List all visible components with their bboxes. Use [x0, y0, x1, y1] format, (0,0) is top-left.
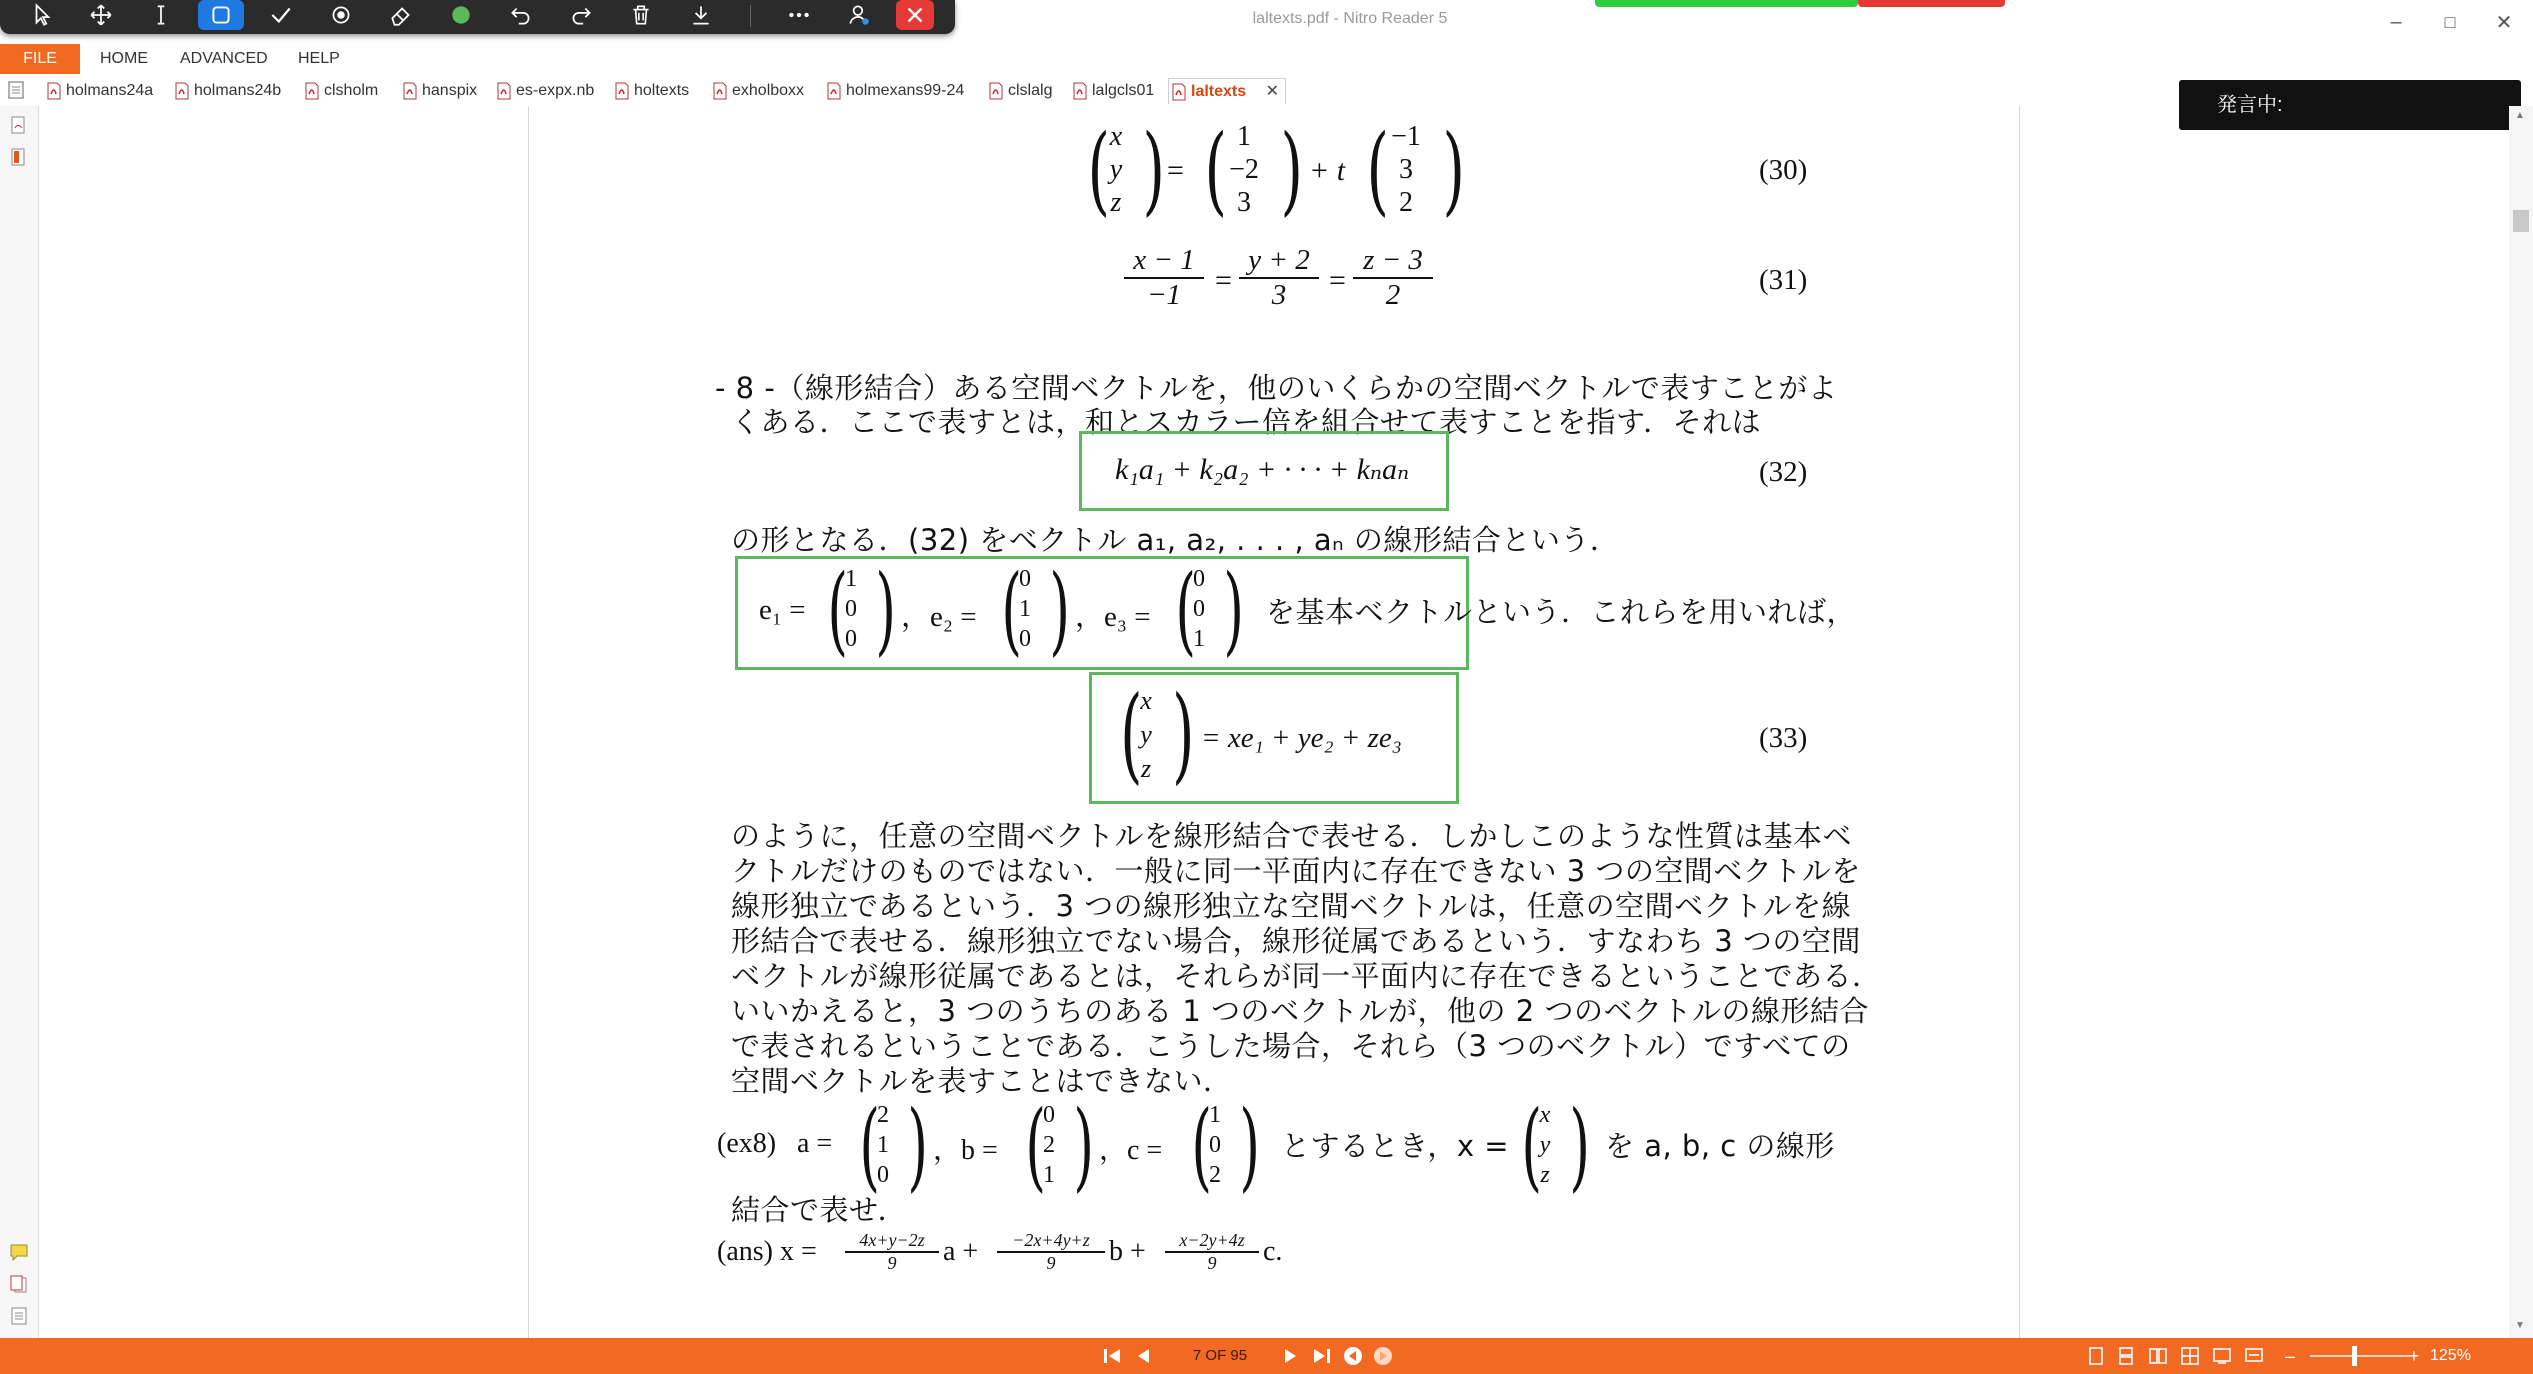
- vec-entry: z: [1540, 1162, 1550, 1188]
- vec-entry: 0: [845, 626, 857, 652]
- pdf-file-icon: [305, 82, 319, 100]
- pages-panel-icon[interactable]: [8, 1305, 30, 1327]
- check-tool-button[interactable]: [258, 0, 304, 30]
- right-paren: ): [1280, 114, 1303, 226]
- paragraph-line: 空間ベクトルを表すことはできない．: [731, 1064, 1233, 1098]
- left-paren: (: [1521, 1090, 1543, 1202]
- vector-a: [871, 1100, 895, 1190]
- tab-label: exholboxx: [732, 82, 805, 99]
- checkmark-icon: [268, 2, 294, 28]
- c-label: ，c =: [1099, 1135, 1163, 1166]
- right-paren: ): [875, 554, 897, 666]
- numerator: x − 1: [1124, 244, 1204, 279]
- bookmark-panel-icon[interactable]: [8, 146, 30, 168]
- close-toolbar-button[interactable]: [896, 0, 934, 30]
- previous-page-icon: [1133, 1346, 1153, 1366]
- tab-label: holmans24a: [66, 82, 154, 99]
- cursor-icon: [30, 2, 56, 28]
- download-icon: [688, 2, 714, 28]
- vec-entry: 2: [1399, 187, 1413, 218]
- last-page-button[interactable]: [1308, 1342, 1334, 1370]
- fit-page-icon: [2212, 1346, 2232, 1366]
- vec-entry: 0: [1209, 1132, 1221, 1158]
- e2-label: ，e₂ =: [901, 601, 977, 633]
- vec-entry: 0: [845, 596, 857, 622]
- pdf-file-icon: [827, 82, 841, 100]
- redo-button[interactable]: [558, 0, 604, 30]
- left-paren: (: [1001, 554, 1023, 666]
- vec-entry: −2: [1229, 154, 1259, 185]
- left-paren: (: [1087, 114, 1110, 226]
- vec-entry: 0: [1019, 566, 1031, 592]
- pdf-file-icon: [175, 82, 189, 100]
- paragraph-line: いいかえると，3 つのうちのある 1 つのベクトルが，他の 2 つのベクトルの線形結合: [731, 994, 1869, 1028]
- paragraph-line: ベクトルが線形従属であるとは，それらが同一平面内に存在できるということである．: [731, 959, 1882, 993]
- more-options-button[interactable]: [776, 0, 822, 30]
- vec-entry: 0: [877, 1162, 889, 1188]
- eraser-icon: [388, 2, 414, 28]
- exercise-label: (ex8): [717, 1128, 777, 1159]
- vec-entry: x: [1140, 686, 1152, 715]
- page-number-field[interactable]: 7 OF 95: [1192, 1347, 1248, 1364]
- recording-bar: [1858, 0, 2005, 7]
- vec-entry: y: [1109, 154, 1123, 185]
- tab-label: clslalg: [1008, 82, 1053, 99]
- vec-entry: 1: [1209, 1102, 1221, 1128]
- e3-label: ，e₃ =: [1075, 601, 1151, 633]
- a-label: a =: [797, 1128, 833, 1159]
- denominator: −1: [1146, 279, 1182, 311]
- vector-e1: [839, 564, 863, 654]
- pdf-file-icon: [403, 82, 417, 100]
- tab-es-expx[interactable]: [494, 78, 608, 104]
- paragraph-line: を基本ベクトルという．これらを用いれば，: [1266, 595, 1857, 629]
- first-page-button[interactable]: [1100, 1342, 1126, 1370]
- facing-view-button[interactable]: [2146, 1342, 2170, 1370]
- vec-entry: 0: [1193, 566, 1205, 592]
- maximize-button[interactable]: □: [2444, 11, 2456, 32]
- document-list-icon[interactable]: [6, 80, 26, 100]
- answer-term: a +: [943, 1236, 979, 1267]
- previous-view-button[interactable]: [1340, 1342, 1366, 1370]
- left-paren: (: [1025, 1090, 1047, 1202]
- green-color-dot-icon: [448, 2, 474, 28]
- undo-button[interactable]: [498, 0, 544, 30]
- vector-e2: [1013, 564, 1037, 654]
- numerator: z − 3: [1353, 244, 1433, 279]
- pdf-file-icon: [989, 82, 1003, 100]
- equation-number: (32): [1759, 456, 1808, 488]
- continuous-view-button[interactable]: [2114, 1342, 2138, 1370]
- facing-continuous-view-button[interactable]: [2178, 1342, 2202, 1370]
- download-button[interactable]: [678, 0, 724, 30]
- window-title: laltexts.pdf - Nitro Reader 5: [1252, 10, 1448, 27]
- vec-entry: 2: [877, 1102, 889, 1128]
- right-paren: ): [1073, 1090, 1095, 1202]
- rectangle-icon: [208, 2, 234, 28]
- denominator: 2: [1385, 279, 1401, 311]
- tab-label: laltexts: [1191, 83, 1247, 100]
- vec-entry: x: [1109, 121, 1123, 152]
- left-paren: (: [859, 1090, 881, 1202]
- vec-entry: 1: [845, 566, 857, 592]
- vector-e3: [1187, 564, 1211, 654]
- zoom-out-button[interactable]: –: [2284, 1345, 2295, 1366]
- signature-panel-icon[interactable]: [8, 114, 30, 136]
- text-select-tool-button[interactable]: [138, 0, 184, 30]
- vec-entry: 3: [1399, 154, 1413, 185]
- vec-entry: y: [1539, 1132, 1551, 1158]
- scroll-thumb[interactable]: [2513, 210, 2529, 232]
- status-bar: [0, 1338, 2533, 1374]
- tab-hanspix[interactable]: [400, 78, 496, 104]
- vector-b: [1037, 1100, 1061, 1190]
- menu-advanced[interactable]: ADVANCED: [180, 50, 268, 67]
- equation-number: (31): [1759, 264, 1808, 296]
- attachments-panel-icon[interactable]: [8, 1273, 30, 1295]
- paragraph-line: 線形独立であるという．3 つの線形独立な空間ベクトルは，任意の空間ベクトルを線: [731, 889, 1852, 923]
- tab-laltexts[interactable]: [1168, 78, 1286, 104]
- tab-label: hanspix: [422, 82, 478, 99]
- vec-entry: 0: [1019, 626, 1031, 652]
- vector-b: [1381, 120, 1431, 219]
- menu-help[interactable]: HELP: [298, 50, 340, 67]
- next-view-button[interactable]: [1370, 1342, 1396, 1370]
- zoom-level[interactable]: 125%: [2430, 1347, 2471, 1364]
- vec-entry: y: [1140, 720, 1152, 749]
- next-page-icon: [1281, 1346, 1301, 1366]
- paragraph-line: の形となる．(32) をベクトル a₁, a₂, . . . , aₙ の線形結合という．: [731, 523, 1620, 557]
- equation-number: (33): [1759, 722, 1808, 754]
- paragraph-line: とするとき，x =: [1281, 1129, 1510, 1163]
- trash-icon: [628, 2, 654, 28]
- right-paren: ): [1569, 1090, 1591, 1202]
- vec-entry: z: [1140, 754, 1152, 783]
- vector-xyz: [1101, 120, 1131, 219]
- vector-c: [1203, 1100, 1227, 1190]
- denominator: 9: [887, 1253, 897, 1273]
- spotlight-icon: [328, 2, 354, 28]
- paragraph-line: で表されるということである．こうした場合，それら（3 つのベクトル）ですべての: [731, 1029, 1851, 1063]
- tab-holtexts[interactable]: [612, 78, 708, 104]
- vec-entry: 0: [1043, 1102, 1055, 1128]
- vector-xyz: [1133, 684, 1159, 786]
- left-paren: (: [827, 554, 849, 666]
- tab-label: holtexts: [634, 82, 690, 99]
- vector-a: [1219, 120, 1269, 219]
- paragraph-line: 結合で表せ．: [731, 1193, 908, 1227]
- next-page-button[interactable]: [1278, 1342, 1304, 1370]
- tab-label: holmexans99-24: [846, 82, 965, 99]
- close-window-button[interactable]: ✕: [2495, 11, 2513, 34]
- plus-t: + t: [1309, 154, 1346, 187]
- right-paren: ): [1142, 114, 1165, 226]
- redo-icon: [568, 2, 594, 28]
- left-paren: (: [1175, 554, 1197, 666]
- left-paren: (: [1191, 1090, 1213, 1202]
- equation-number: (30): [1759, 154, 1808, 186]
- denominator: 3: [1271, 279, 1287, 311]
- scroll-down-icon[interactable]: ▼: [2515, 1320, 2525, 1331]
- e1-label: e₁ =: [759, 594, 806, 626]
- fraction: [1353, 244, 1433, 312]
- right-paren: ): [1239, 1090, 1261, 1202]
- speaking-indicator: 発言中:: [2179, 80, 2521, 130]
- single-page-view-button[interactable]: [2084, 1342, 2108, 1370]
- numerator: 4x+y−2z: [845, 1230, 939, 1253]
- vec-entry: 1: [877, 1132, 889, 1158]
- left-paren: (: [1204, 114, 1227, 226]
- continuous-page-icon: [2117, 1346, 2135, 1366]
- color-picker-button[interactable]: [438, 0, 484, 30]
- vec-entry: 1: [1019, 596, 1031, 622]
- close-icon: [902, 2, 928, 28]
- answer-term: b +: [1109, 1236, 1146, 1267]
- fraction: [1165, 1230, 1259, 1274]
- fraction: [997, 1230, 1105, 1274]
- numerator: −2x+4y+z: [997, 1230, 1105, 1253]
- fraction: [1124, 244, 1204, 312]
- denominator: 9: [1046, 1253, 1056, 1273]
- tab-close-icon[interactable]: ✕: [1265, 83, 1279, 100]
- pointer-tool-button[interactable]: [20, 0, 66, 30]
- tab-exholboxx[interactable]: [710, 78, 822, 104]
- fit-width-button[interactable]: [2242, 1342, 2266, 1370]
- equals-sign: =: [1167, 154, 1184, 187]
- forward-circle-icon: [1372, 1345, 1394, 1367]
- vec-entry: 1: [1043, 1162, 1055, 1188]
- rectangle-tool-button[interactable]: [198, 0, 244, 30]
- right-paren: ): [907, 1090, 929, 1202]
- right-paren: ): [1049, 554, 1071, 666]
- vec-entry: z: [1110, 187, 1122, 218]
- vertical-scrollbar[interactable]: [2509, 106, 2533, 1338]
- menu-home[interactable]: HOME: [100, 50, 148, 67]
- vec-entry: 2: [1043, 1132, 1055, 1158]
- tab-label: clsholm: [324, 82, 379, 99]
- side-panel: [0, 106, 39, 1338]
- comments-panel-icon[interactable]: [8, 1241, 30, 1263]
- answer-term: c.: [1263, 1236, 1283, 1267]
- paragraph-line: クトルだけのものではない．一般に同一平面内に存在できない 3 つの空間ベクトルを: [731, 854, 1861, 888]
- facing-pages-icon: [2148, 1346, 2168, 1366]
- presenter-button[interactable]: [836, 0, 882, 30]
- fit-width-icon: [2244, 1346, 2264, 1366]
- paragraph-line: のように，任意の空間ベクトルを線形結合で表せる．しかしこのような性質は基本ベ: [731, 819, 1853, 853]
- tab-label: es-expx.nb: [516, 82, 595, 99]
- fraction: [845, 1230, 939, 1274]
- pdf-file-icon: [497, 82, 511, 100]
- paragraph-line: 形結合で表せる．線形独立でない場合，線形従属であるという．すなわち 3 つの空間: [731, 924, 1861, 958]
- pdf-file-icon: [1172, 83, 1186, 101]
- vec-entry: 3: [1237, 187, 1251, 218]
- minimize-button[interactable]: –: [2390, 10, 2402, 33]
- toolbar-divider: [750, 5, 751, 27]
- pdf-page: [528, 106, 2020, 1338]
- more-dots-icon: [786, 2, 812, 28]
- eraser-tool-button[interactable]: [378, 0, 424, 30]
- mic-level-bar: [1595, 0, 1858, 7]
- single-page-icon: [2087, 1346, 2105, 1366]
- tab-lalgcls01[interactable]: [1070, 78, 1166, 104]
- last-page-icon: [1310, 1346, 1332, 1366]
- right-paren: ): [1442, 114, 1465, 226]
- tab-holmexans99-24[interactable]: [824, 78, 986, 104]
- pdf-file-icon: [47, 82, 61, 100]
- numerator: x−2y+4z: [1165, 1230, 1259, 1253]
- paragraph-line: くある．ここで表すとは，和とスカラー倍を組合せて表すことを指す．それは: [731, 405, 1762, 439]
- answer-label: (ans) x =: [717, 1236, 817, 1267]
- undo-icon: [508, 2, 534, 28]
- paragraph-line: - 8 -（線形結合）ある空間ベクトルを，他のいくらかの空間ベクトルで表すことがよ: [715, 371, 1838, 405]
- delete-button[interactable]: [618, 0, 664, 30]
- first-page-icon: [1102, 1346, 1124, 1366]
- pdf-file-icon: [713, 82, 727, 100]
- vec-entry: 2: [1209, 1162, 1221, 1188]
- menu-file[interactable]: FILE: [0, 44, 80, 74]
- fit-page-button[interactable]: [2210, 1342, 2234, 1370]
- move-tool-button[interactable]: [78, 0, 124, 30]
- tab-label: holmans24b: [194, 82, 282, 99]
- equation-33-rhs: = xe₁ + ye₂ + ze₃: [1201, 722, 1402, 754]
- tab-clslalg[interactable]: [986, 78, 1068, 104]
- highlighter-tool-button[interactable]: [318, 0, 364, 30]
- zoom-slider-track[interactable]: [2310, 1355, 2410, 1357]
- vector-x: [1533, 1100, 1557, 1190]
- annotation-toolbar: [0, 0, 955, 34]
- person-icon: [846, 2, 872, 28]
- scroll-up-icon[interactable]: ▲: [2515, 110, 2525, 121]
- tab-holmans24b[interactable]: [172, 78, 300, 104]
- right-paren: ): [1172, 673, 1195, 795]
- equation-32-expr: k₁a₁ + k₂a₂ + · · · + kₙaₙ: [1115, 453, 1410, 486]
- tab-label: lalgcls01: [1092, 82, 1155, 99]
- numerator: y + 2: [1239, 244, 1319, 279]
- zoom-slider-handle[interactable]: [2352, 1346, 2357, 1366]
- vec-entry: 1: [1193, 626, 1205, 652]
- vec-entry: −1: [1391, 121, 1421, 152]
- vec-entry: 0: [1193, 596, 1205, 622]
- vec-entry: 1: [1237, 121, 1251, 152]
- left-paren: (: [1120, 673, 1143, 795]
- left-paren: (: [1366, 114, 1389, 226]
- pdf-file-icon: [615, 82, 629, 100]
- right-paren: ): [1223, 554, 1245, 666]
- zoom-in-button[interactable]: +: [2408, 1345, 2420, 1366]
- vec-entry: x: [1539, 1102, 1551, 1128]
- tab-clsholm[interactable]: [302, 78, 398, 104]
- menu-bar: [0, 44, 2533, 75]
- equals-sign: =: [1329, 264, 1346, 297]
- equals-sign: =: [1215, 264, 1232, 297]
- pdf-file-icon: [1073, 82, 1087, 100]
- fraction: [1239, 244, 1319, 312]
- previous-page-button[interactable]: [1130, 1342, 1156, 1370]
- back-circle-icon: [1342, 1345, 1364, 1367]
- grid-pages-icon: [2180, 1346, 2200, 1366]
- document-tab-bar: [0, 74, 2533, 107]
- tab-holmans24a[interactable]: [44, 78, 168, 104]
- b-label: ，b =: [933, 1135, 998, 1166]
- text-cursor-icon: [148, 2, 174, 28]
- denominator: 9: [1207, 1253, 1217, 1273]
- paragraph-line: を a, b, c の線形: [1605, 1129, 1835, 1163]
- move-icon: [88, 2, 114, 28]
